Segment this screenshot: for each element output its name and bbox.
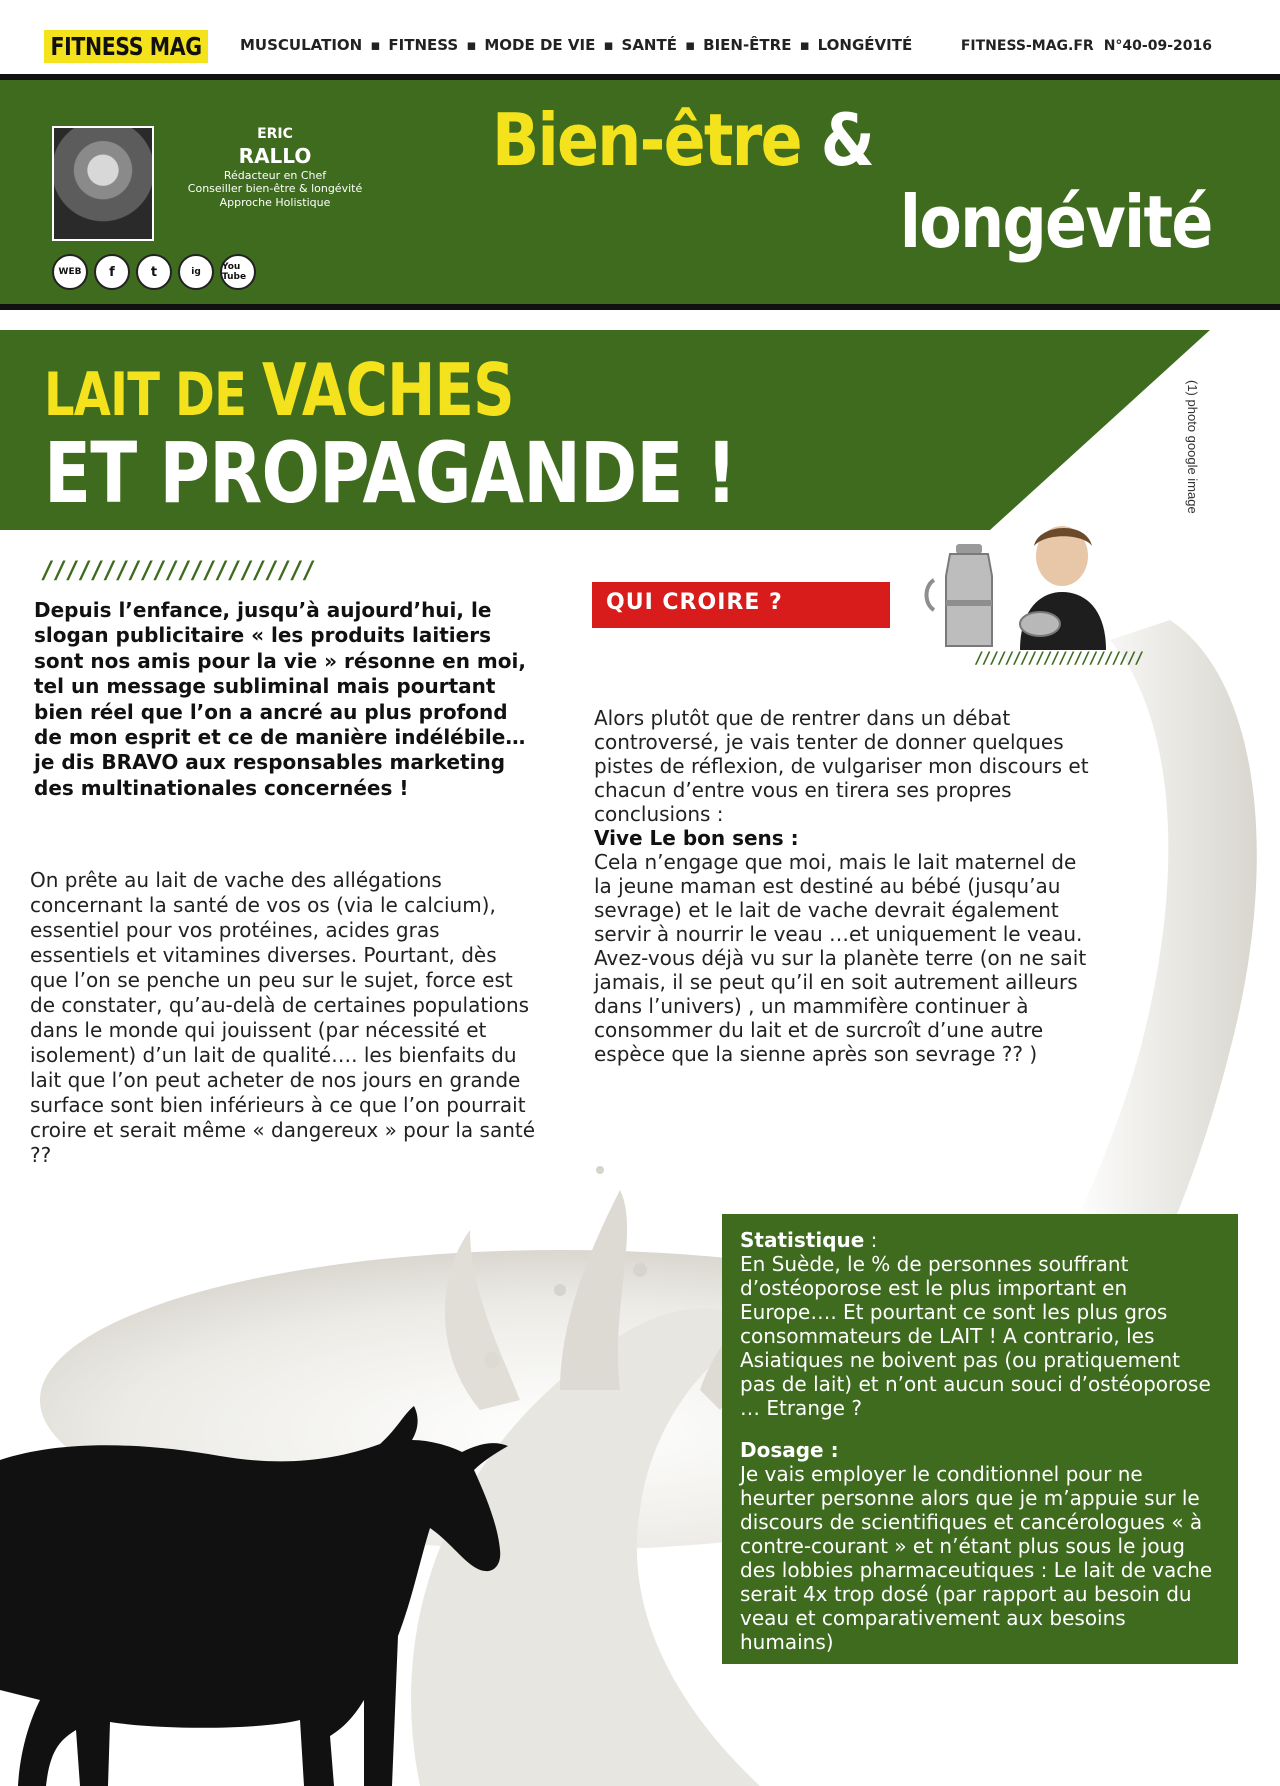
author-role: Conseiller bien-être & longévité [187, 182, 363, 196]
facebook-icon[interactable]: f [94, 254, 130, 290]
magazine-logo[interactable]: FITNESS MAG [44, 30, 208, 63]
decorative-hatch: ////////////////////// [40, 556, 314, 584]
author-photo [52, 126, 154, 241]
nav-separator: ▪ [466, 36, 477, 54]
nav-item-sante[interactable]: SANTÉ [621, 36, 677, 54]
section-title-ampersand: & [820, 98, 873, 182]
info-box [722, 1214, 1238, 1664]
author-first-name: ERIC [257, 126, 293, 142]
section-nav [240, 36, 912, 54]
cow-silhouette [0, 1400, 680, 1786]
section-title-bien-etre: Bien-être [492, 98, 801, 182]
article-lead: Depuis l’enfance, jusqu’à aujourd’hui, le slogan publicitaire « les produits laitiers sont nos amis pour la vie » résonne en moi, tel un message subliminal mais pourtant bien réel que l’on a ancré au plus profond de mon esprit et ce de manière indélébile… je dis BRAVO aux responsables marketing des multinationales concernées ! [34, 598, 526, 800]
dosage-text: Je vais employer le conditionnel pour ne heurter personne alors que je m’appuie sur le discours de scientifiques et cancérologues « à contre-courant » et n’étant plus sous le joug des lobbies pharmaceutiques : Le lait de vache serait 4x trop dosé (par rapport au besoin du veau et comparativement aux besoins humains) [740, 1462, 1213, 1654]
paragraph-2-body: Cela n’engage que moi, mais le lait maternel de la jeune maman est destiné au bébé (jusqu’au sevrage) et le lait de vache devrait également servir à nourrir le veau …et uniquement le veau. Avez-vous déjà vu sur la planète terre (on ne sait jamais, il se peut qu’il en soit autrement ailleurs dans l’univers) , un mammifère continuer à consommer du lait et de surcroît d’une autre espèce que la sienne après son sevrage ?? ) [594, 850, 1087, 1066]
article-paragraph-2 [594, 706, 1094, 1066]
milk-can-icon [920, 540, 1018, 650]
nav-item-bien-etre[interactable]: BIEN-ÊTRE [703, 36, 792, 54]
nav-item-mode-de-vie[interactable]: MODE DE VIE [484, 36, 596, 54]
dosage-heading: Dosage : [740, 1438, 839, 1462]
info-box-statistique [740, 1228, 1220, 1420]
decorative-hatch-small: ////////////////////// [974, 648, 1142, 667]
thinking-man-illustration [1010, 520, 1114, 650]
nav-item-fitness[interactable]: FITNESS [388, 36, 459, 54]
section-title-line1 [492, 98, 873, 182]
nav-item-musculation[interactable]: MUSCULATION [240, 36, 363, 54]
web-icon[interactable]: WEB [52, 254, 88, 290]
author-role: Approche Holistique [219, 196, 331, 209]
photo-credit: (1) photo google image [1185, 380, 1200, 514]
section-header-band [0, 74, 1280, 310]
social-links [52, 254, 256, 290]
title-vaches: VACHES [262, 348, 514, 432]
nav-separator: ▪ [684, 36, 696, 54]
statistique-heading: Statistique [740, 1228, 865, 1252]
author-block [160, 126, 390, 210]
nav-separator: ▪ [603, 36, 614, 54]
top-bar [0, 0, 1280, 74]
twitter-icon[interactable]: t [136, 254, 172, 290]
subhead-bon-sens: Vive Le bon sens : [594, 826, 799, 850]
info-box-dosage [740, 1438, 1220, 1654]
nav-separator: ▪ [370, 36, 381, 54]
site-url[interactable]: FITNESS-MAG.FR [960, 38, 1094, 54]
article-title-line2: ET PROPAGANDE ! [44, 424, 737, 522]
title-lait-de: LAIT DE [44, 360, 262, 430]
paragraph-2-intro: Alors plutôt que de rentrer dans un débat controversé, je vais tenter de donner quelques pistes de réflexion, de vulgariser mon discours et chacun d’entre vous en tirera ses propres conclusions : [594, 706, 1089, 826]
issue-number: N°40-09-2016 [1103, 38, 1212, 54]
nav-separator: ▪ [799, 36, 810, 54]
instagram-icon[interactable]: ig [178, 254, 214, 290]
qui-croire-label: QUI CROIRE ? [592, 582, 890, 628]
article-title-line1 [44, 348, 514, 432]
youtube-icon[interactable]: You Tube [220, 254, 256, 290]
issue-info [951, 38, 1212, 54]
statistique-colon: : [864, 1228, 878, 1252]
statistique-text: En Suède, le % de personnes souffrant d’ostéoporose est le plus important en Europe…. Et pourtant ce sont les plus gros consommateurs de LAIT ! A contrario, les Asiatiques ne boivent pas (ou pratiquement pas de lait) et n’ont aucun souci d’ostéoporose … Etrange ? [740, 1252, 1211, 1420]
section-title-longevite: longévité [900, 180, 1212, 264]
nav-item-longevite[interactable]: LONGÉVITÉ [817, 36, 913, 54]
article-paragraph-1: On prête au lait de vache des allégations concernant la santé de vos os (via le calcium), essentiel pour vos protéines, acides gras essentiels et vitamines diverses. Pourtant, dès que l’on se penche un peu sur le sujet, force est de constater, qu’au-delà de certaines populations dans le monde qui jouissent (par nécessité et isolement) d’un lait de qualité…. les bienfaits du lait que l’on peut acheter de nos jours en grande surface sont bien inférieurs à ce que l’on pourrait croire et serait même « dangereux » pour la santé ?? [30, 868, 536, 1167]
author-role: Rédacteur en Chef [223, 168, 327, 182]
author-last-name: RALLO [238, 143, 312, 168]
